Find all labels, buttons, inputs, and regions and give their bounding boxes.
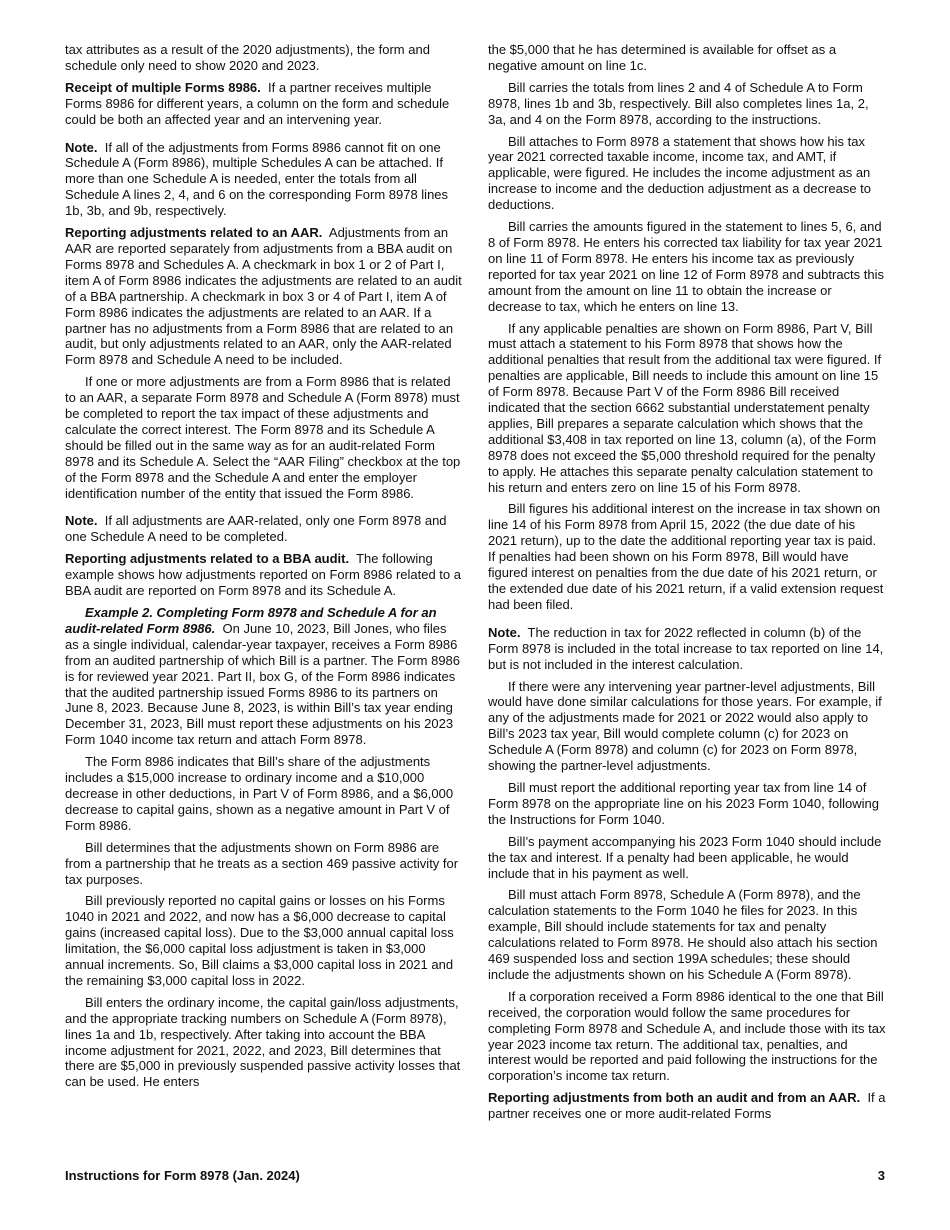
right-paragraph: [488, 42, 886, 74]
paragraph-text: Bill must attach Form 8978, Schedule A (Form 8978), and the calculation statements to the Form 1040 he files for 2023. In this example, Bill should include statements for tax and penalty calculations related to Form 8978. He should also attach his section 469 suspended loss and section 199A schedules; these should include the adjustments shown on his Schedule A (Form 8978).: [488, 887, 878, 982]
right-paragraph: [488, 1090, 886, 1122]
right-paragraph: [488, 80, 886, 128]
left-paragraph: [65, 551, 463, 599]
right-paragraph: [488, 321, 886, 496]
paragraph-text: If a partner receives one or more audit-related Forms: [488, 1090, 886, 1122]
paragraph-text: Bill enters the ordinary income, the capital gain/loss adjustments, and the appropriate tracking numbers on Schedule A (Form 8978), lines 1a and 1b, respectively. After taking into account the BBA income adjustment for 2021, 2022, and 2023, Bill determines that there are $5,000 in previously suspended passive activity losses that can be used. He enters: [65, 994, 461, 1090]
paragraph-heading: Reporting adjustments related to an AAR.: [65, 225, 323, 241]
paragraph-text: Bill previously reported no capital gains or losses on his Forms 1040 in 2021 and 2022, and now has a $6,000 decrease to capital gains (increased capital loss). Due to the $3,000 annual capital loss limitation, the $6,000 capital loss adjustment is taken in $3,000 annual increments. So, Bill claims a $3,000 capital loss in 2021 and the remaining $3,000 capital loss in 2022.: [65, 893, 454, 988]
paragraph-text: If a partner receives multiple Forms 8986 for different years, a column on the form and schedule could be both an affected year and an intervening year.: [65, 79, 450, 127]
paragraph-text: Adjustments from an AAR are reported separately from adjustments from a BBA audit on Forms 8978 and Schedules A. A checkmark in box 1 or 2 of Part I, item A of Form 8986 indicates the adjustments are related to an audit of a BBA partnership. A checkmark in box 3 or 4 of Part I, item A of Form 8986 indicates the adjustments are related to an AAR. If a partner has no adjustments from a Form 8986 that are related to an audit, but only adjustments related to an AAR, only the AAR-related Form 8978 and Schedule A need to be included.: [65, 225, 462, 368]
paragraph-text: Bill carries the amounts figured in the statement to lines 5, 6, and 8 of Form 8978. He enters his corrected tax liability for tax year 2021 on line 11 of Form 8978. He enters his income tax as previously reported for tax year 2021 on line 12 of Form 8978 and subtracts this amount from the amount on line 11 to obtain the increase or decrease to tax, which he enters on line 13.: [488, 219, 885, 314]
left-paragraph: [65, 42, 463, 74]
page-number: 3: [877, 1168, 885, 1183]
paragraph-text: tax attributes as a result of the 2020 adjustments), the form and schedule only need to show 2020 and 2023.: [65, 42, 430, 73]
paragraph-heading: Note.: [65, 139, 98, 155]
paragraph-text: If a corporation received a Form 8986 identical to the one that Bill received, the corporation would follow the same procedures for completing Form 8978 and Schedule A, and include those with its tax year 2023 income tax return. The additional tax, penalties, and interest would be reported and paid following the instructions for the corporation’s income tax return.: [488, 988, 886, 1084]
paragraph-text: If one or more adjustments are from a Form 8986 that is related to an AAR, a separate Form 8978 and Schedule A (Form 8978) must be completed to report the tax impact of these adjustments and calculate the correct interest. The Form 8978 and its Schedule A should be filled out in the same way as for an audit-related Form 8978 and its Schedule A. Select the “AAR Filing” checkbox at the top of the Form 8978 and the Schedule A and enter the employer identification number of the entity that issued the Form 8986.: [65, 374, 461, 501]
paragraph-heading: Reporting adjustments related to a BBA audit.: [65, 551, 350, 567]
paragraph-text: The reduction in tax for 2022 reflected in column (b) of the Form 8978 is included in the total increase to tax reported on line 14, but is not included in the interest calculation.: [488, 624, 884, 672]
left-paragraph: [65, 374, 463, 501]
left-paragraph: [65, 605, 463, 748]
paragraph-text: If all of the adjustments from Forms 8986 cannot fit on one Schedule A (Form 8986), multiple Schedules A can be attached. If more than one Schedule A is needed, enter the totals from all Schedule A lines 2, 4, and 6 on the corresponding Form 8978 lines 1b, 3b, and 9b, respectively.: [65, 139, 449, 219]
paragraph-heading: Reporting adjustments from both an audit and from an AAR.: [488, 1090, 861, 1106]
paragraph-text: Bill determines that the adjustments shown on Form 8986 are from a partnership that he treats as a section 469 passive activity for tax purposes.: [65, 839, 459, 887]
right-paragraph: [488, 834, 886, 882]
paragraph-text: On June 10, 2023, Bill Jones, who files as a single individual, calendar-year taxpayer, receives a Form 8986 from an audited partnership of which Bill is a partner. The Form 8986 is for reviewed year 2021. Part II, box G, of the Form 8986 indicates that the audited partnership issued Forms 8986 to its partners on June 8, 2023. Because June 8, 2023, is within Bill’s tax year ending December 31, 2023, Bill must report these adjustments on his 2023 Form 1040 income tax return and attach Form 8978.: [65, 620, 461, 748]
paragraph-text: The Form 8986 indicates that Bill’s share of the adjustments includes a $15,000 increase to ordinary income and a $10,000 decrease in other deductions, in Part V of Form 8986, and a $6,000 decrease to capital gains, shown as a negative amount in Part V of Form 8986.: [65, 754, 454, 833]
paragraph-text: Bill’s payment accompanying his 2023 Form 1040 should include the tax and interest. If a penalty had been applicable, he would include that in his payment as well.: [488, 833, 882, 881]
left-paragraph: [65, 754, 463, 834]
left-paragraph: [65, 513, 463, 545]
paragraph-text: the $5,000 that he has determined is available for offset as a negative amount on line 1c.: [488, 42, 837, 73]
paragraph-heading: Note.: [488, 624, 521, 640]
paragraph-text: Bill figures his additional interest on the increase in tax shown on line 14 of his Form 8978 from April 15, 2022 (the due date of his 2021 return), up to the date the additional reporting year tax is paid. If penalties had been shown on his Form 8978, Bill would have figured interest on penalties from the due date of his 2021 return, or the extended due date of his 2021 return, if a valid extension request had been filed.: [488, 501, 884, 612]
paragraph-text: If all adjustments are AAR-related, only one Form 8978 and one Schedule A need to be completed.: [65, 513, 447, 545]
paragraph-heading: Receipt of multiple Forms 8986.: [65, 79, 261, 95]
right-paragraph: [488, 625, 886, 673]
example-heading: Example 2. Completing Form 8978 and Schedule A for an audit-related Form 8986.: [65, 605, 437, 636]
paragraph-text: If there were any intervening year partner-level adjustments, Bill would have done similar calculations for those years. For example, if any of the adjustments made for 2021 or 2022 would also apply to Bill’s 2023 tax year, Bill would complete column (c) for 2023 on Schedule A (Form 8978) and column (c) for 2023 on Form 8978, showing the partner-level adjustments.: [488, 678, 882, 774]
right-paragraph: [488, 989, 886, 1084]
footer-title: Instructions for Form 8978 (Jan. 2024): [65, 1168, 300, 1183]
left-paragraph: [65, 140, 463, 220]
left-paragraph: [65, 840, 463, 888]
left-column: [65, 42, 463, 1096]
paragraph-text: The following example shows how adjustments reported on Form 8986 related to a BBA audit are reported on Form 8978 and its Schedule A.: [65, 551, 461, 599]
right-paragraph: [488, 134, 886, 214]
paragraph-text: Bill attaches to Form 8978 a statement that shows how his tax year 2021 corrected taxable income, income tax, and AMT, if applicable, were figured. He includes the income adjustment as an increase to income and the deduction adjustment as a decrease to deductions.: [488, 133, 872, 213]
right-paragraph: [488, 887, 886, 982]
left-paragraph: [65, 225, 463, 368]
left-paragraph: [65, 80, 463, 128]
left-paragraph: [65, 893, 463, 988]
paragraph-text: Bill must report the additional reporting year tax from line 14 of Form 8978 on the appropriate line on his 2023 Form 1040, following the Instructions for Form 1040.: [488, 779, 879, 827]
right-paragraph: [488, 219, 886, 314]
paragraph-heading: Note.: [65, 513, 98, 529]
paragraph-text: Bill carries the totals from lines 2 and 4 of Schedule A to Form 8978, lines 1b and 3b, respectively. Bill also completes lines 1a, 2, 3a, and 4 on the Form 8978, according to the instructions.: [488, 79, 869, 127]
left-paragraph: [65, 995, 463, 1090]
right-paragraph: [488, 501, 886, 612]
paragraph-text: If any applicable penalties are shown on Form 8986, Part V, Bill must attach a statement to his Form 8978 that shows how the additional penalties that result from the additional tax were figured. If penalties are applicable, Bill needs to include this amount on line 15 of Form 8978. Because Part V of the Form 8986 Bill received indicated that the section 6662 substantial understatement penalty applies, Bill prepares a separate calculation which shows that the additional $3,408 in tax reported on line 13, column (a), of the Form 8978 does not exceed the $5,000 threshold required for the penalty to apply. He attaches this separate penalty calculation statement to his return and enters zero on line 15 of his Form 8978.: [488, 320, 882, 495]
right-column: [488, 42, 886, 1128]
right-paragraph: [488, 679, 886, 774]
page-footer: [65, 1168, 885, 1183]
right-paragraph: [488, 780, 886, 828]
